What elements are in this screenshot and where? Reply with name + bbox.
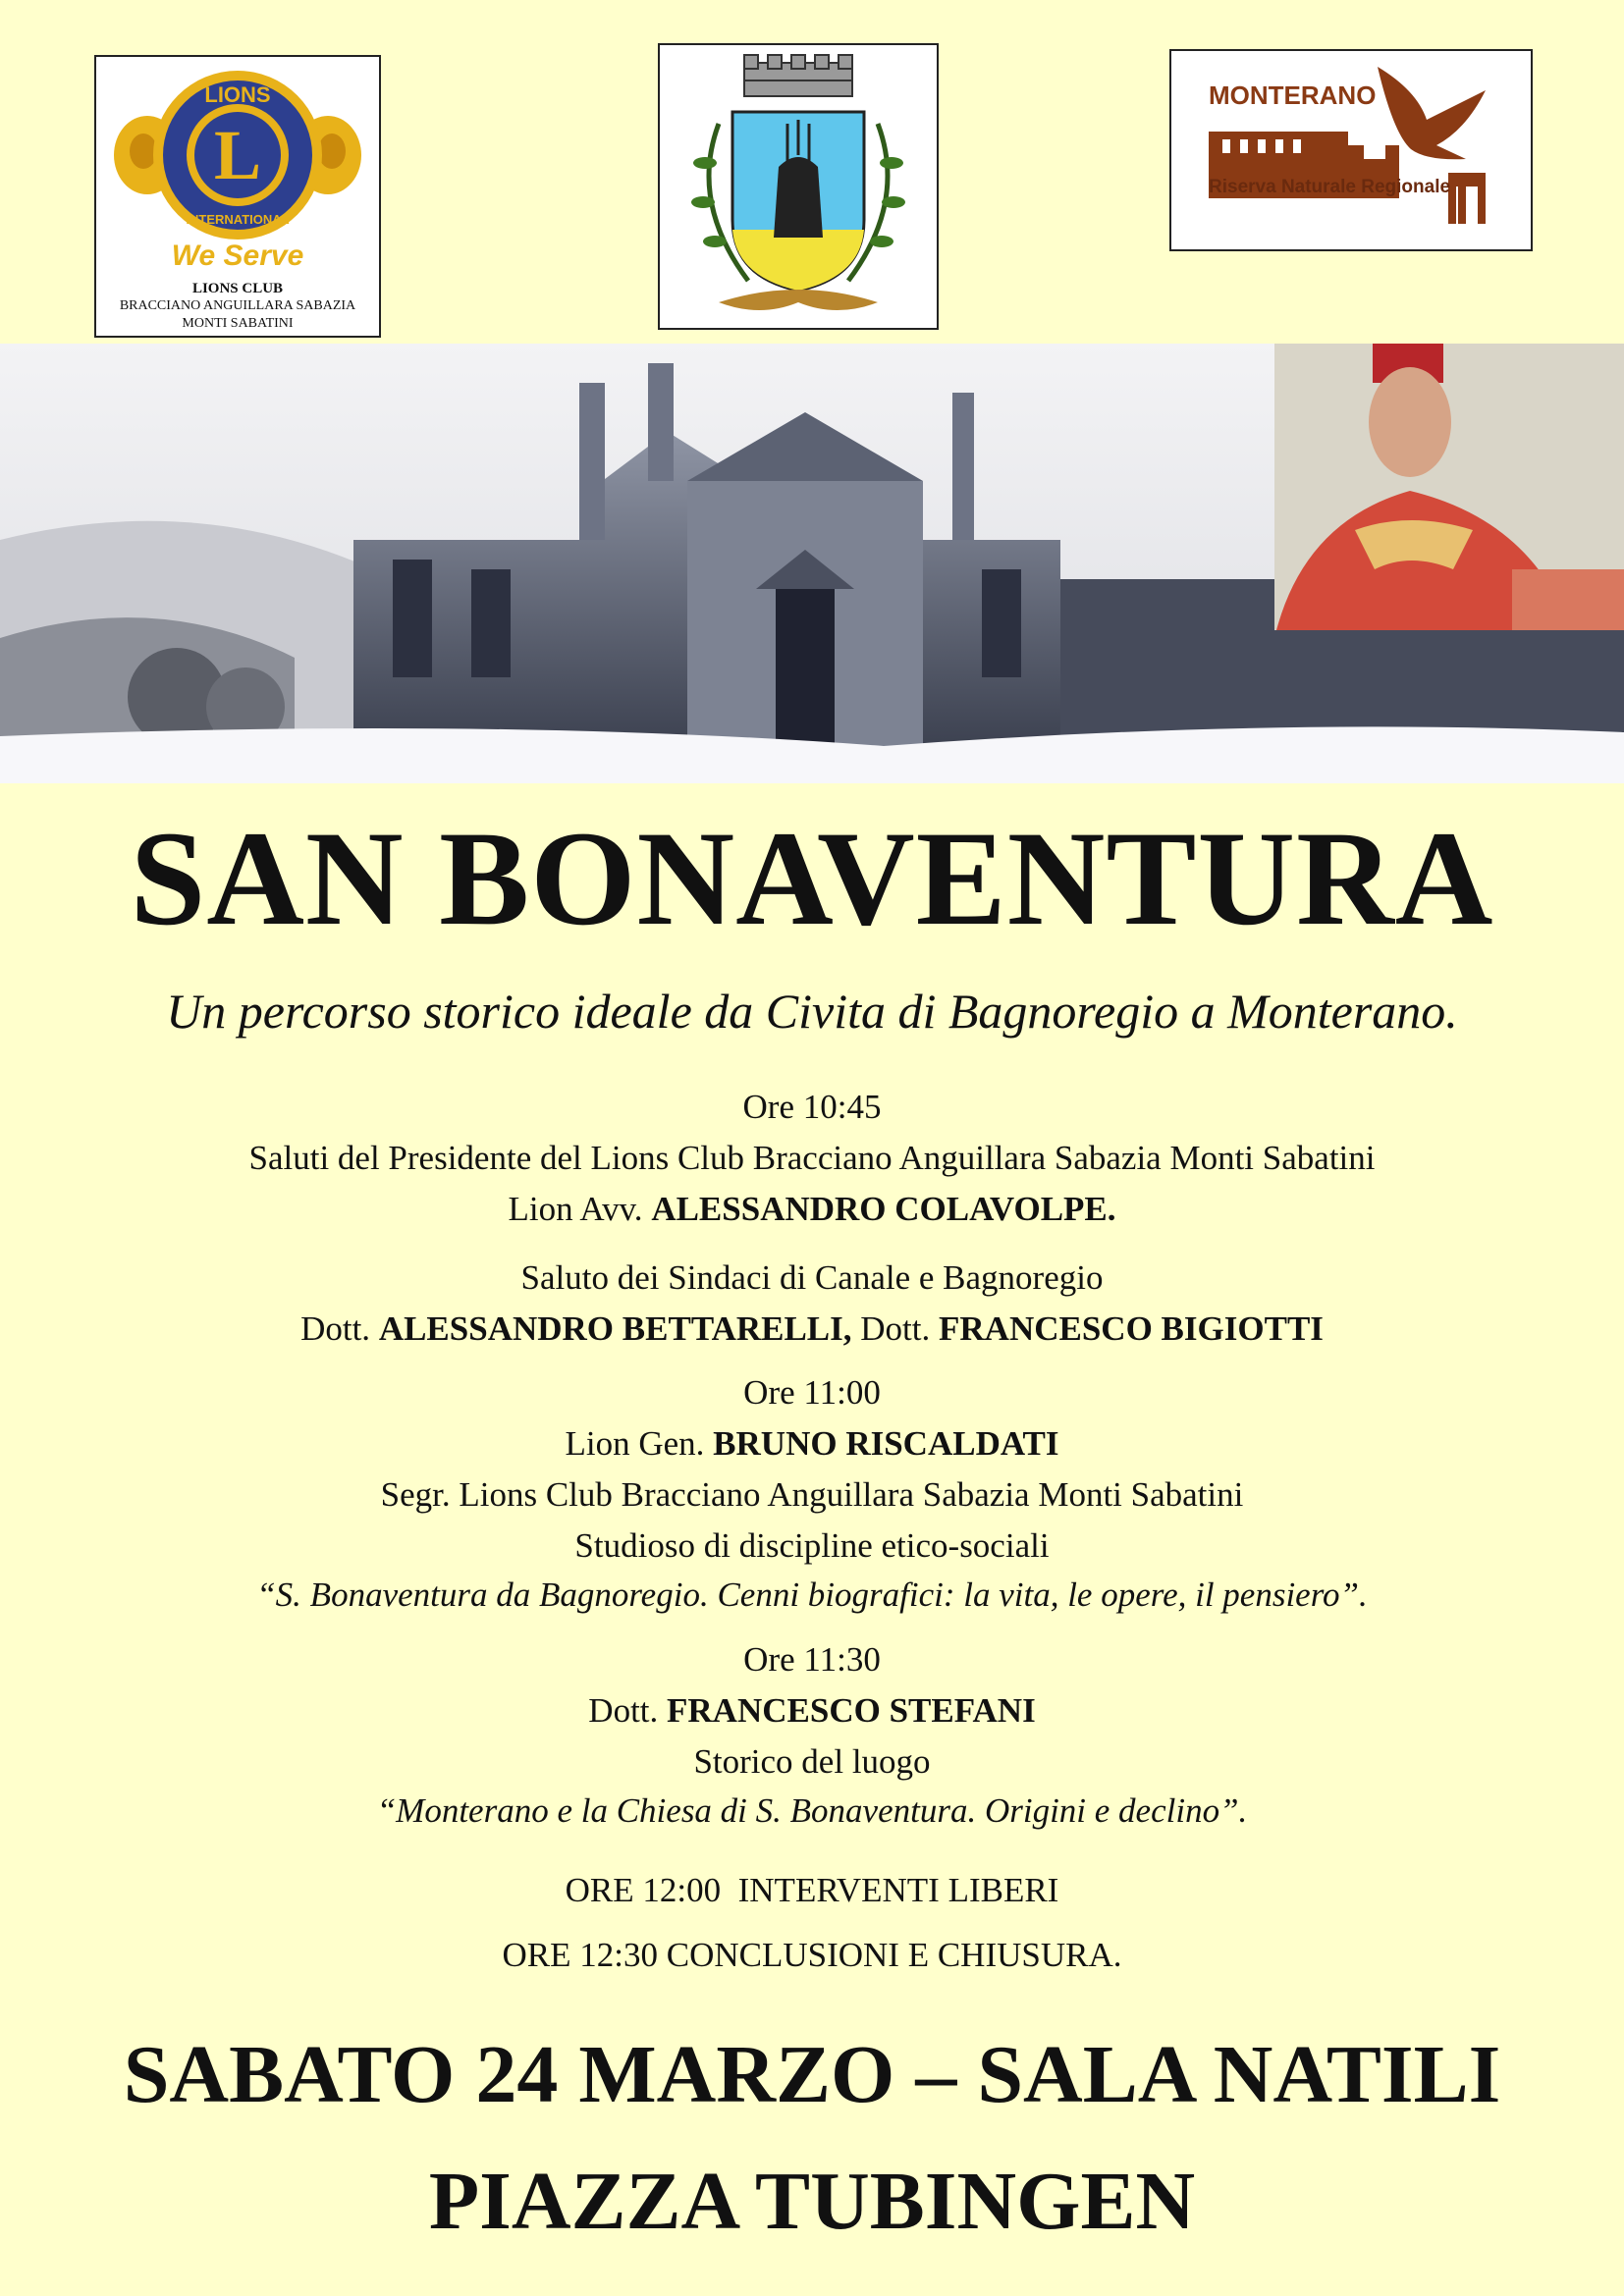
speaker-name: BRUNO RISCALDATI bbox=[713, 1424, 1059, 1463]
program-greeting-mayors: Saluto dei Sindaci di Canale e Bagnoregio bbox=[520, 1258, 1104, 1297]
speaker-name: FRANCESCO STEFANI bbox=[667, 1691, 1036, 1730]
church-ruins-image bbox=[0, 344, 1624, 783]
program-role-secretary: Segr. Lions Club Bracciano Anguillara Sabazia Monti Sabatini bbox=[380, 1475, 1244, 1514]
page-title: SAN BONAVENTURA bbox=[130, 803, 1494, 953]
lions-letter: L bbox=[213, 116, 262, 194]
mayor1-prefix: Dott. bbox=[300, 1309, 379, 1348]
program-time-1100: Ore 11:00 bbox=[743, 1373, 881, 1412]
monterano-name: MONTERANO bbox=[1209, 80, 1377, 110]
program-closing: ORE 12:30 CONCLUSIONI E CHIUSURA. bbox=[502, 1936, 1122, 1974]
program-mayors-names bbox=[0, 1308, 1624, 1351]
talk-title: “Monterano e la Chiesa di S. Bonaventura. Origini e declino”. bbox=[376, 1791, 1248, 1830]
lions-club-label: LIONS CLUB bbox=[191, 281, 284, 296]
lions-motto: We Serve bbox=[171, 240, 304, 272]
program-free-interventions: ORE 12:00 INTERVENTI LIBERI bbox=[565, 1871, 1059, 1909]
program-greeting-president: Saluti del Presidente del Lions Club Bracciano Anguillara Sabazia Monti Sabatini bbox=[248, 1139, 1376, 1177]
program-role-scholar: Studioso di discipline etico-sociali bbox=[574, 1526, 1050, 1565]
mayor2-name: FRANCESCO BIGIOTTI bbox=[939, 1309, 1324, 1348]
monterano-ruins-hawk-icon bbox=[1171, 51, 1531, 249]
lions-club-line1: BRACCIANO ANGUILLARA SABAZIA bbox=[119, 298, 356, 313]
lions-ring-word: INTERNATIONAL bbox=[186, 212, 290, 227]
event-address: PIAZZA TUBINGEN bbox=[428, 2156, 1196, 2247]
program-talk-bonaventura bbox=[0, 1574, 1624, 1617]
lions-top-word: LIONS bbox=[204, 82, 271, 107]
church-ruins-banner bbox=[0, 344, 1624, 783]
lions-club-line2: MONTI SABATINI bbox=[182, 316, 294, 331]
monterano-reserve-logo bbox=[1169, 49, 1533, 251]
program-time-1045: Ore 10:45 bbox=[742, 1088, 882, 1126]
talk-title: “S. Bonaventura da Bagnoregio. Cenni biografici: la vita, le opere, il pensiero”. bbox=[256, 1575, 1368, 1614]
subtitle: Un percorso storico ideale da Civita di Bagnoregio a Monterano. bbox=[166, 984, 1458, 1039]
event-date-venue: SABATO 24 MARZO – SALA NATILI bbox=[123, 2029, 1501, 2120]
speaker-name: ALESSANDRO COLAVOLPE. bbox=[651, 1190, 1116, 1228]
municipal-crest-logo bbox=[658, 43, 939, 330]
program-talk-monterano bbox=[0, 1789, 1624, 1833]
program-speaker-riscaldati bbox=[0, 1422, 1624, 1466]
crest-icon bbox=[660, 45, 937, 328]
lions-club-logo bbox=[94, 55, 381, 338]
logo-row bbox=[0, 0, 1624, 344]
mayor1-name: ALESSANDRO BETTARELLI, bbox=[378, 1309, 852, 1348]
speaker-prefix: Lion Avv. bbox=[508, 1190, 652, 1228]
program-role-historian: Storico del luogo bbox=[693, 1742, 931, 1781]
speaker-prefix: Dott. bbox=[588, 1691, 668, 1730]
mayor2-prefix: Dott. bbox=[851, 1309, 940, 1348]
speaker-prefix: Lion Gen. bbox=[565, 1424, 714, 1463]
program-time-1130: Ore 11:30 bbox=[743, 1640, 881, 1679]
program-speaker-stefani bbox=[0, 1689, 1624, 1733]
program-speaker-colavolpe bbox=[0, 1188, 1624, 1231]
monterano-caption: Riserva Naturale Regionale bbox=[1209, 177, 1451, 197]
lions-emblem-icon bbox=[96, 57, 379, 253]
